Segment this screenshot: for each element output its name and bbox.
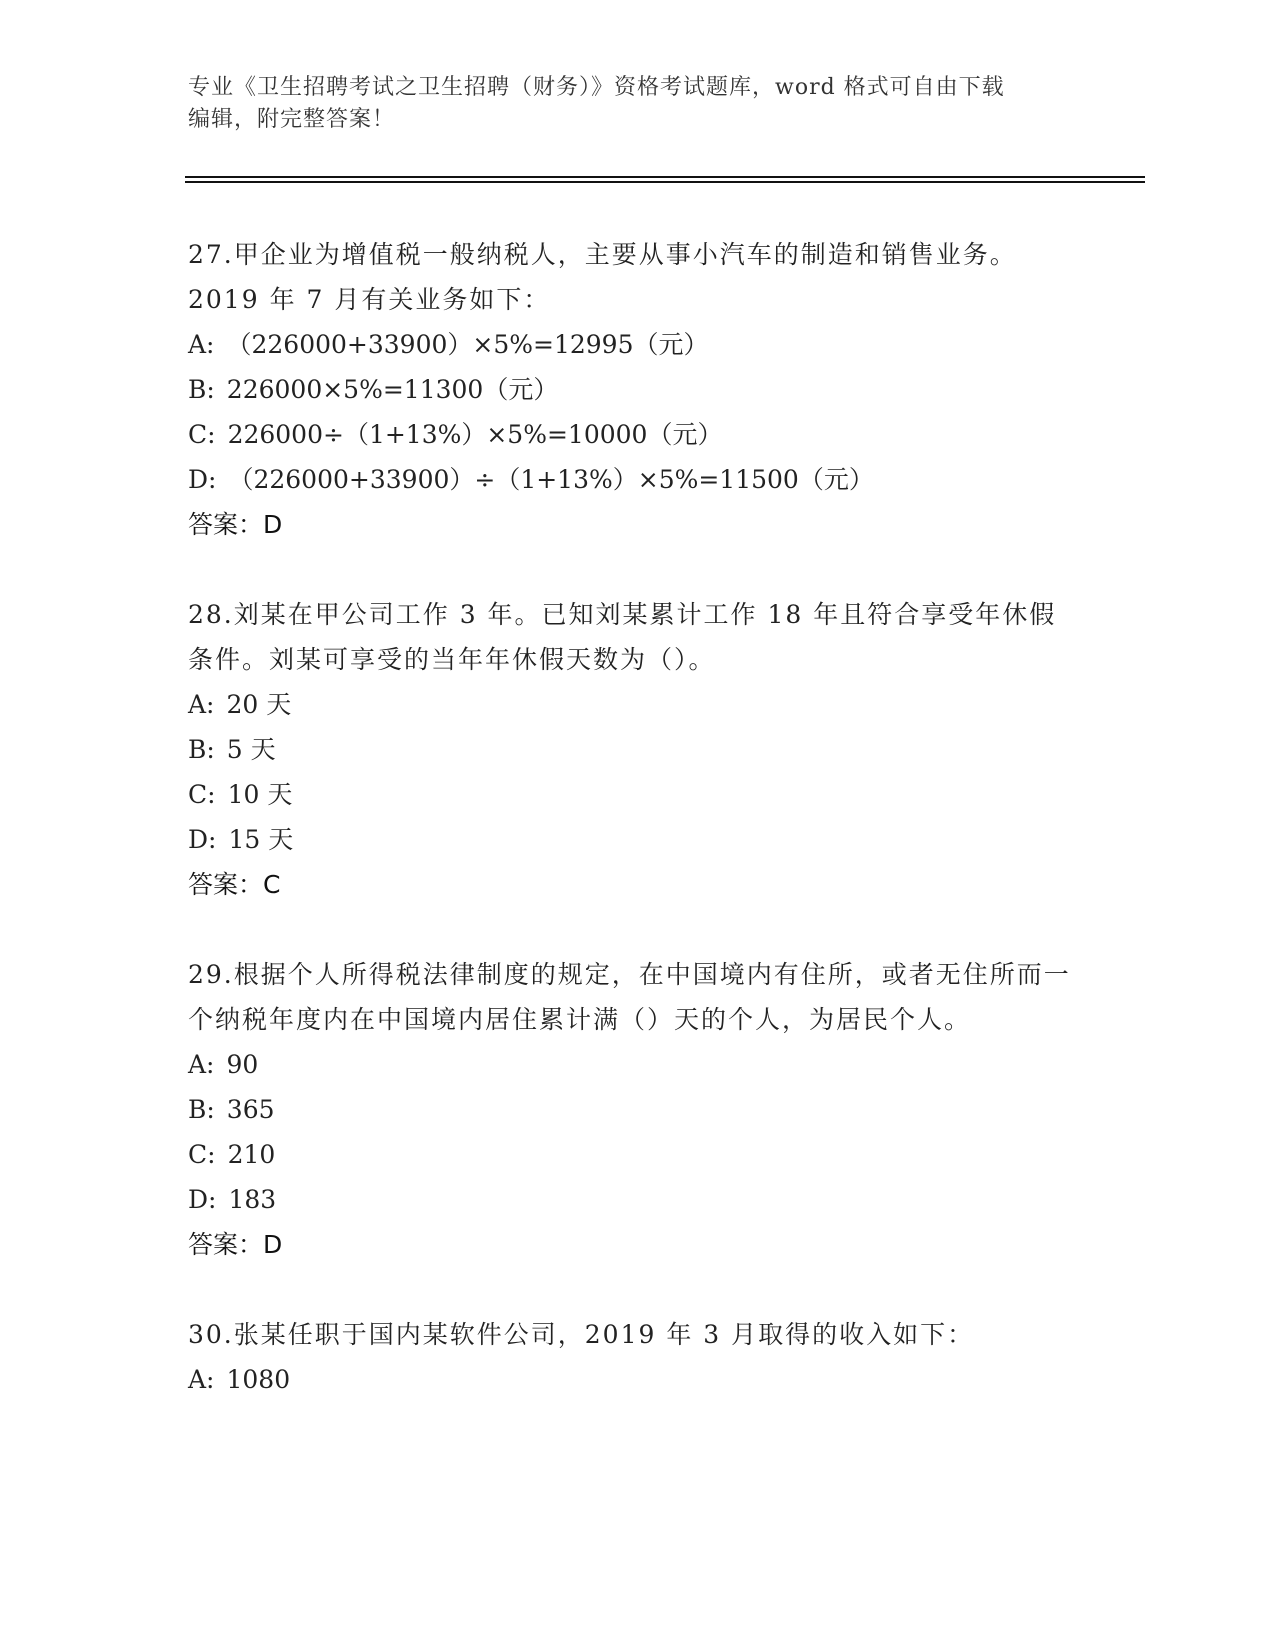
option-d xyxy=(188,457,1078,502)
question-stem: 29.根据个人所得税法律制度的规定，在中国境内有住所，或者无住所而一个纳税年度内在中国境内居住累计满（）天的个人，为居民个人。 xyxy=(188,960,1071,1034)
option-a xyxy=(188,1042,1078,1087)
option-key: B: xyxy=(188,1095,215,1124)
question-29 xyxy=(188,952,1078,1267)
option-key: B: xyxy=(188,375,215,404)
question-28 xyxy=(188,592,1078,907)
document-header xyxy=(188,72,1068,136)
question-list xyxy=(188,232,1078,1447)
option-text: 183 xyxy=(228,1185,277,1214)
header-divider-top xyxy=(185,176,1145,178)
option-c xyxy=(188,772,1078,817)
option-key: D: xyxy=(188,825,217,854)
option-text: 90 xyxy=(226,1050,259,1079)
option-key: D: xyxy=(188,1185,217,1214)
option-key: D: xyxy=(188,465,217,494)
option-text: 15 天 xyxy=(228,825,294,854)
option-b xyxy=(188,727,1078,772)
option-key: A: xyxy=(188,690,215,719)
option-a xyxy=(188,682,1078,727)
option-text: 365 xyxy=(226,1095,275,1124)
option-key: C: xyxy=(188,780,216,809)
option-d xyxy=(188,1177,1078,1222)
option-c xyxy=(188,412,1078,457)
option-text: 5 天 xyxy=(226,735,276,764)
answer: 答案：C xyxy=(188,870,281,899)
answer: 答案：D xyxy=(188,1230,283,1259)
option-b xyxy=(188,1087,1078,1132)
option-a xyxy=(188,322,1078,367)
option-text: 10 天 xyxy=(227,780,293,809)
option-text: 20 天 xyxy=(226,690,292,719)
header-divider-bottom xyxy=(185,181,1145,183)
option-text: 226000×5%=11300（元） xyxy=(226,375,559,404)
option-key: C: xyxy=(188,420,216,449)
option-key: A: xyxy=(188,330,215,359)
option-key: C: xyxy=(188,1140,216,1169)
option-a xyxy=(188,1357,1078,1402)
question-27 xyxy=(188,232,1078,547)
option-text: （226000+33900）×5%=12995（元） xyxy=(226,330,709,359)
option-d xyxy=(188,817,1078,862)
option-text: （226000+33900）÷（1+13%）×5%=11500（元） xyxy=(228,465,874,494)
question-stem: 27.甲企业为增值税一般纳税人，主要从事小汽车的制造和销售业务。2019 年 7 月有关业务如下： xyxy=(188,240,1017,314)
header-line-2: 编辑，附完整答案！ xyxy=(188,107,396,132)
answer: 答案：D xyxy=(188,510,283,539)
option-b xyxy=(188,367,1078,412)
question-30 xyxy=(188,1312,1078,1402)
option-text: 226000÷（1+13%）×5%=10000（元） xyxy=(227,420,723,449)
option-text: 210 xyxy=(227,1140,276,1169)
option-key: A: xyxy=(188,1365,215,1394)
option-text: 1080 xyxy=(226,1365,291,1394)
option-key: A: xyxy=(188,1050,215,1079)
question-stem: 30.张某任职于国内某软件公司，2019 年 3 月取得的收入如下： xyxy=(188,1320,975,1349)
header-line-1: 专业《卫生招聘考试之卫生招聘（财务）》资格考试题库，word 格式可自由下载 xyxy=(188,75,1005,100)
option-c xyxy=(188,1132,1078,1177)
question-stem: 28.刘某在甲公司工作 3 年。已知刘某累计工作 18 年且符合享受年休假条件。刘某可享受的当年年休假天数为（）。 xyxy=(188,600,1057,674)
option-key: B: xyxy=(188,735,215,764)
